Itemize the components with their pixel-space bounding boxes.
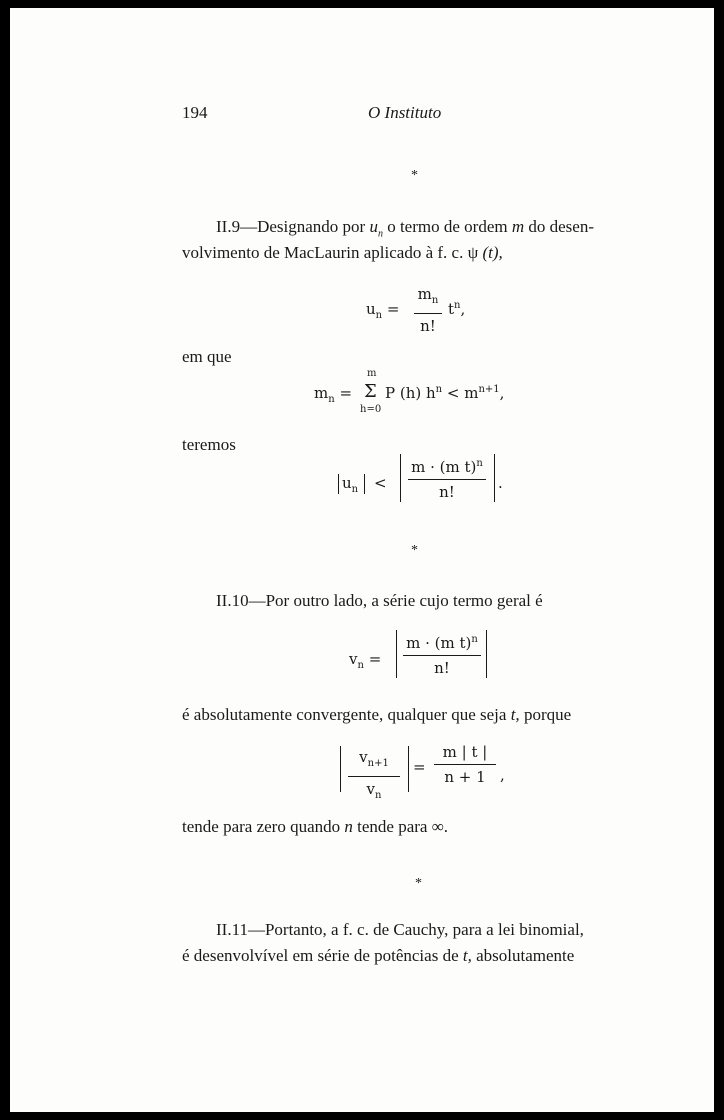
equation-un-fraction: $m_n$ n! bbox=[414, 285, 442, 335]
equation-mn-lhs: $m_n$ = bbox=[314, 384, 353, 405]
sum-lower-limit: h=0 bbox=[360, 404, 382, 415]
paragraph-ii10-line2: é absolutamente convergente, qualquer que seja t, porque bbox=[182, 705, 572, 724]
abs-bar-left bbox=[340, 746, 341, 792]
equation-un-lhs: $u_n$ = bbox=[366, 300, 400, 321]
text-teremos: teremos bbox=[182, 435, 236, 454]
abs-bar-left bbox=[338, 474, 339, 494]
equation-period: . bbox=[498, 474, 503, 492]
equation-vn-lhs: $v_n$ = bbox=[349, 650, 382, 671]
equation-un-rhs: $t^n$, bbox=[448, 300, 466, 318]
section-separator: * bbox=[411, 543, 418, 558]
equation-comma: , bbox=[500, 766, 505, 784]
abs-bar-left bbox=[400, 454, 401, 502]
equation-vn-fraction: m · (m t)$^n$ n! bbox=[403, 631, 481, 677]
paragraph-ii9-line2: volvimento de MacLaurin aplicado à f. c. ψ (t), bbox=[182, 243, 503, 262]
less-than-sign: < bbox=[374, 474, 387, 492]
sum-upper-limit: m bbox=[367, 368, 377, 379]
abs-bar-right bbox=[364, 474, 365, 494]
equation-mn-rhs: P (h) $h^n < m^{n+1}$, bbox=[385, 384, 505, 402]
sum-sign: Σ bbox=[364, 381, 377, 402]
equation-ratio-fraction: $v_{n+1}$ $v_n$ bbox=[348, 748, 400, 805]
equation-abs-fraction: m · (m t)$^n$ n! bbox=[408, 455, 486, 501]
paragraph-ii10-line3: tende para zero quando n tende para ∞. bbox=[182, 817, 449, 836]
paragraph-ii10-line1: II.10—Por outro lado, a série cujo termo geral é bbox=[216, 591, 543, 610]
page-number: 194 bbox=[182, 103, 208, 122]
section-separator: * bbox=[415, 876, 422, 891]
text-em-que: em que bbox=[182, 347, 232, 366]
running-title: O Instituto bbox=[368, 103, 442, 122]
abs-bar-right bbox=[486, 630, 487, 678]
abs-bar-left bbox=[396, 630, 397, 678]
section-separator: * bbox=[411, 168, 418, 183]
equation-ratio-rhs-fraction: m | t | n + 1 bbox=[434, 743, 496, 786]
abs-bar-right bbox=[408, 746, 409, 792]
equation-abs-un: $u_n$ bbox=[342, 474, 359, 495]
document-page bbox=[10, 8, 714, 1112]
abs-bar-right bbox=[494, 454, 495, 502]
section-label: II.11 bbox=[216, 920, 248, 939]
paragraph-ii11-line2: é desenvolvível em série de potências de t, absolutamente bbox=[182, 946, 575, 965]
paragraph-ii11-line1: II.11—Portanto, a f. c. de Cauchy, para a lei binomial, bbox=[216, 920, 584, 939]
equals-sign: = bbox=[413, 758, 426, 776]
section-label: II.9 bbox=[216, 217, 241, 236]
section-label: II.10 bbox=[216, 591, 249, 610]
paragraph-ii9-line1: II.9—Designando por $u_n$ o termo de ordem m do desen- bbox=[216, 217, 594, 240]
